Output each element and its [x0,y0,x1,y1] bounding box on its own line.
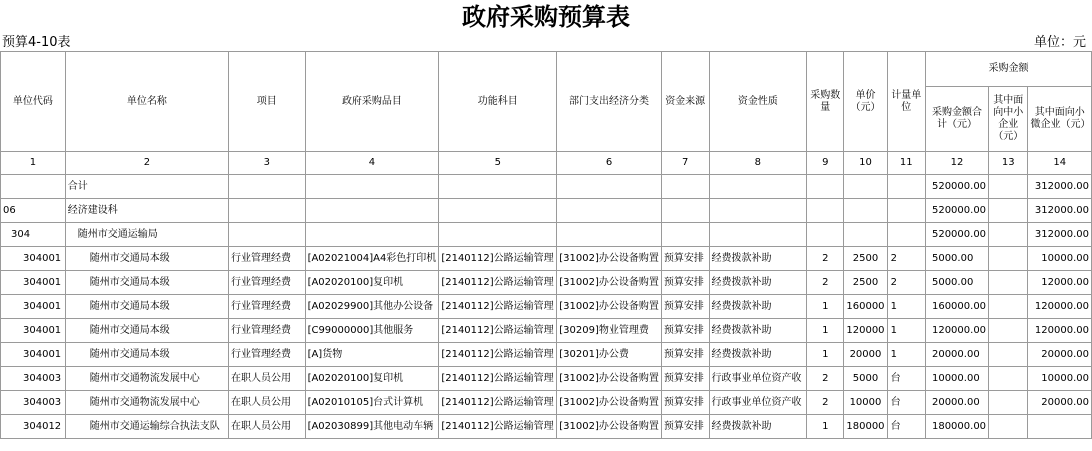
cell-quantity: 1 [807,415,844,439]
cell-measure-unit: 2 [887,247,925,271]
header-unit-code: 单位代码 [1,52,66,152]
cell-unit-name: 随州市交通运输综合执法支队 [65,415,228,439]
cell-fund-nature: 经费拨款补助 [709,247,807,271]
cell-project: 行业管理经费 [229,247,306,271]
cell-unit-code: 06 [1,199,66,223]
cell-dept-economic-class: [31002]办公设备购置 [557,271,662,295]
cell-measure-unit [887,199,925,223]
cell-procurement-item: [A02029900]其他办公设备 [305,295,439,319]
cell-amount-micro: 312000.00 [1028,223,1092,247]
cell-fund-source: 预算安排 [661,367,709,391]
table-row [1,343,1092,367]
cell-unit-name: 随州市交通运输局 [65,223,228,247]
cell-procurement-item: [A02020100]复印机 [305,271,439,295]
table-row [1,175,1092,199]
cell-unit-name: 随州市交通局本级 [65,343,228,367]
cell-amount-micro [1028,415,1092,439]
cell-project [229,175,306,199]
cell-function-subject [439,199,557,223]
cell-project [229,223,306,247]
cell-unit-price: 10000 [844,391,887,415]
cell-fund-nature: 经费拨款补助 [709,343,807,367]
cell-project: 在职人员公用 [229,367,306,391]
table-row [1,271,1092,295]
header-amount-sme: 其中面向中小企业（元） [989,87,1028,152]
cell-project: 在职人员公用 [229,415,306,439]
cell-quantity: 2 [807,391,844,415]
cell-amount-micro: 120000.00 [1028,295,1092,319]
cell-fund-nature [709,175,807,199]
cell-unit-price: 2500 [844,247,887,271]
table-row [1,295,1092,319]
cell-fund-nature: 经费拨款补助 [709,271,807,295]
cell-procurement-item: [A02030899]其他电动车辆 [305,415,439,439]
cell-unit-name: 随州市交通局本级 [65,247,228,271]
cell-amount-micro: 10000.00 [1028,367,1092,391]
cell-unit-name: 随州市交通局本级 [65,319,228,343]
cell-procurement-item: [C99000000]其他服务 [305,319,439,343]
cell-amount-total: 120000.00 [925,319,988,343]
header-amount-group: 采购金额 [925,52,1091,87]
cell-amount-total: 5000.00 [925,271,988,295]
cell-amount-sme [989,367,1028,391]
table-row [1,247,1092,271]
cell-fund-nature [709,199,807,223]
cell-amount-sme [989,271,1028,295]
cell-amount-sme [989,199,1028,223]
cell-amount-total: 20000.00 [925,391,988,415]
cell-unit-code: 304001 [1,247,66,271]
cell-procurement-item: [A02010105]台式计算机 [305,391,439,415]
header-row [1,52,1092,87]
cell-dept-economic-class [557,175,662,199]
cell-dept-economic-class: [31002]办公设备购置 [557,391,662,415]
cell-unit-code: 304003 [1,391,66,415]
table-row [1,223,1092,247]
cell-measure-unit [887,223,925,247]
table-body [1,175,1092,439]
header-procurement-item: 政府采购品目 [305,52,439,152]
cell-function-subject: [2140112]公路运输管理 [439,319,557,343]
cell-quantity [807,175,844,199]
cell-project: 行业管理经费 [229,271,306,295]
column-number: 3 [229,152,306,175]
cell-fund-nature: 经费拨款补助 [709,295,807,319]
header-fund-nature: 资金性质 [709,52,807,152]
column-number: 14 [1028,152,1092,175]
cell-amount-total: 520000.00 [925,175,988,199]
cell-unit-code [1,175,66,199]
table-row [1,319,1092,343]
cell-unit-name: 随州市交通局本级 [65,271,228,295]
cell-dept-economic-class: [30209]物业管理费 [557,319,662,343]
cell-amount-total: 10000.00 [925,367,988,391]
table-row [1,367,1092,391]
cell-project: 行业管理经费 [229,343,306,367]
page-title: 政府采购预算表 [462,3,630,31]
cell-function-subject: [2140112]公路运输管理 [439,247,557,271]
cell-fund-nature: 行政事业单位资产收 [709,391,807,415]
cell-function-subject: [2140112]公路运输管理 [439,343,557,367]
cell-unit-code: 304001 [1,271,66,295]
cell-fund-source [661,223,709,247]
cell-unit-price: 5000 [844,367,887,391]
column-number: 4 [305,152,439,175]
cell-measure-unit: 台 [887,415,925,439]
cell-amount-sme [989,319,1028,343]
cell-fund-source: 预算安排 [661,271,709,295]
cell-amount-micro: 20000.00 [1028,391,1092,415]
cell-dept-economic-class: [31002]办公设备购置 [557,247,662,271]
cell-amount-sme [989,343,1028,367]
cell-amount-micro: 312000.00 [1028,199,1092,223]
unit-label: 单位：元 [1033,35,1086,50]
column-number: 2 [65,152,228,175]
cell-unit-code: 304001 [1,343,66,367]
cell-fund-source: 预算安排 [661,247,709,271]
column-number: 9 [807,152,844,175]
header-amount-total: 采购金额合计（元） [925,87,988,152]
cell-dept-economic-class: [31002]办公设备购置 [557,415,662,439]
cell-unit-price [844,175,887,199]
column-number: 12 [925,152,988,175]
cell-amount-total: 20000.00 [925,343,988,367]
table-row [1,415,1092,439]
cell-unit-code: 304001 [1,295,66,319]
cell-amount-sme [989,175,1028,199]
header-unit-price: 单价（元） [844,52,887,152]
cell-fund-nature: 经费拨款补助 [709,415,807,439]
column-number: 8 [709,152,807,175]
column-number: 5 [439,152,557,175]
cell-dept-economic-class: [31002]办公设备购置 [557,367,662,391]
cell-procurement-item: [A02021004]A4彩色打印机 [305,247,439,271]
cell-unit-price: 2500 [844,271,887,295]
cell-unit-price: 180000 [844,415,887,439]
cell-dept-economic-class [557,223,662,247]
cell-fund-nature: 行政事业单位资产收 [709,367,807,391]
header-function-subject: 功能科目 [439,52,557,152]
cell-amount-micro: 10000.00 [1028,247,1092,271]
cell-amount-sme [989,247,1028,271]
cell-unit-name: 随州市交通局本级 [65,295,228,319]
cell-fund-nature [709,223,807,247]
cell-function-subject [439,175,557,199]
cell-dept-economic-class: [30201]办公费 [557,343,662,367]
cell-fund-source: 预算安排 [661,343,709,367]
cell-fund-source [661,199,709,223]
cell-unit-code: 304012 [1,415,66,439]
header-project: 项目 [229,52,306,152]
cell-amount-sme [989,415,1028,439]
cell-procurement-item: [A]货物 [305,343,439,367]
cell-dept-economic-class [557,199,662,223]
cell-procurement-item: [A02020100]复印机 [305,367,439,391]
cell-fund-source [661,175,709,199]
cell-dept-economic-class: [31002]办公设备购置 [557,295,662,319]
column-number: 1 [1,152,66,175]
cell-unit-name: 随州市交通物流发展中心 [65,367,228,391]
table-row [1,391,1092,415]
cell-quantity: 1 [807,319,844,343]
budget-table [0,51,1092,439]
cell-unit-code: 304001 [1,319,66,343]
cell-procurement-item [305,199,439,223]
cell-function-subject: [2140112]公路运输管理 [439,415,557,439]
cell-unit-code: 304003 [1,367,66,391]
cell-measure-unit: 1 [887,295,925,319]
cell-quantity: 2 [807,367,844,391]
cell-function-subject: [2140112]公路运输管理 [439,391,557,415]
column-number: 6 [557,152,662,175]
cell-fund-nature: 经费拨款补助 [709,319,807,343]
cell-quantity: 2 [807,271,844,295]
header-dept-economic-class: 部门支出经济分类 [557,52,662,152]
cell-unit-price: 160000 [844,295,887,319]
column-number-row [1,152,1092,175]
cell-fund-source: 预算安排 [661,415,709,439]
cell-procurement-item [305,223,439,247]
header-unit-name: 单位名称 [65,52,228,152]
cell-amount-micro: 20000.00 [1028,343,1092,367]
cell-measure-unit: 1 [887,319,925,343]
cell-function-subject: [2140112]公路运输管理 [439,367,557,391]
cell-function-subject [439,223,557,247]
cell-amount-sme [989,391,1028,415]
cell-unit-price [844,199,887,223]
cell-quantity [807,223,844,247]
cell-function-subject: [2140112]公路运输管理 [439,295,557,319]
cell-amount-total: 5000.00 [925,247,988,271]
cell-fund-source: 预算安排 [661,295,709,319]
column-number: 11 [887,152,925,175]
cell-amount-sme [989,223,1028,247]
cell-measure-unit: 2 [887,271,925,295]
cell-function-subject: [2140112]公路运输管理 [439,271,557,295]
cell-fund-source: 预算安排 [661,391,709,415]
cell-amount-total: 180000.00 [925,415,988,439]
cell-measure-unit: 台 [887,367,925,391]
cell-quantity: 1 [807,295,844,319]
cell-amount-micro: 120000.00 [1028,319,1092,343]
cell-quantity [807,199,844,223]
column-number: 10 [844,152,887,175]
cell-unit-price [844,223,887,247]
cell-unit-name: 经济建设科 [65,199,228,223]
header-quantity: 采购数量 [807,52,844,152]
table-row [1,199,1092,223]
cell-measure-unit: 1 [887,343,925,367]
cell-quantity: 2 [807,247,844,271]
column-number: 7 [661,152,709,175]
cell-procurement-item [305,175,439,199]
cell-unit-name: 随州市交通物流发展中心 [65,391,228,415]
cell-amount-micro: 12000.00 [1028,271,1092,295]
cell-unit-name: 合计 [65,175,228,199]
cell-unit-price: 20000 [844,343,887,367]
header-measure-unit: 计量单位 [887,52,925,152]
cell-project [229,199,306,223]
cell-amount-total: 160000.00 [925,295,988,319]
cell-unit-price: 120000 [844,319,887,343]
cell-amount-micro: 312000.00 [1028,175,1092,199]
cell-quantity: 1 [807,343,844,367]
cell-amount-total: 520000.00 [925,223,988,247]
cell-amount-sme [989,295,1028,319]
header-amount-micro: 其中面向小微企业（元） [1028,87,1092,152]
cell-amount-total: 520000.00 [925,199,988,223]
cell-measure-unit [887,175,925,199]
column-number: 13 [989,152,1028,175]
cell-measure-unit: 台 [887,391,925,415]
table-code: 预算4-10表 [2,35,71,50]
cell-project: 行业管理经费 [229,295,306,319]
cell-project: 行业管理经费 [229,319,306,343]
cell-fund-source: 预算安排 [661,319,709,343]
cell-unit-code: 304 [1,223,66,247]
header-fund-source: 资金来源 [661,52,709,152]
cell-project: 在职人员公用 [229,391,306,415]
